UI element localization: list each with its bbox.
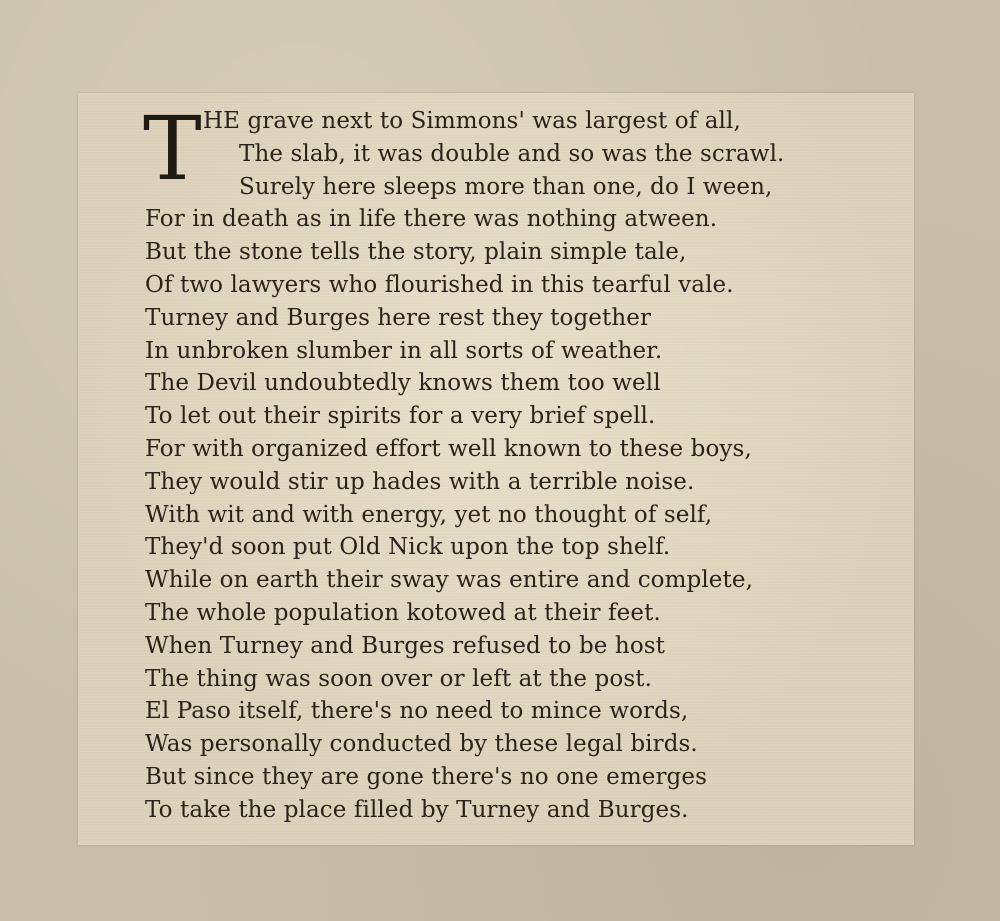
- poem-line-2: The slab, it was double and so was the scrawl.: [239, 140, 785, 167]
- poem-line-11: For with organized effort well known to these boys,: [145, 435, 752, 462]
- drop-cap-letter: T: [143, 97, 202, 200]
- poem-line-16: The whole population kotowed at their feet.: [145, 599, 661, 626]
- poem-line-21: But since they are gone there's no one emerges: [145, 763, 707, 790]
- poem-line-14: They'd soon put Old Nick upon the top shelf.: [145, 534, 671, 561]
- poem-text: [143, 97, 905, 827]
- poem-line-7: Turney and Burges here rest they together: [145, 304, 652, 331]
- poem-line-8: In unbroken slumber in all sorts of weather.: [145, 337, 663, 364]
- poem-line-22: To take the place filled by Turney and Burges.: [145, 796, 689, 823]
- poem-line-15: While on earth their sway was entire and complete,: [145, 567, 753, 594]
- poem-line-1: [145, 105, 905, 138]
- first-line-rest: grave next to Simmons' was largest of all,: [240, 108, 741, 134]
- poem-line-9: The Devil undoubtedly knows them too well: [145, 370, 661, 397]
- poem-line-13: With wit and with energy, yet no thought of self,: [145, 501, 713, 528]
- poem-line-10: To let out their spirits for a very brief spell.: [145, 403, 656, 430]
- poem-line-12: They would stir up hades with a terrible noise.: [145, 468, 695, 495]
- poem-line-4: For in death as in life there was nothing atween.: [145, 206, 718, 233]
- poem-line-20: Was personally conducted by these legal birds.: [145, 731, 698, 758]
- poem-line-3: Surely here sleeps more than one, do I ween,: [239, 173, 773, 200]
- first-line-caps: HE: [203, 108, 241, 134]
- newspaper-clipping: [78, 93, 914, 845]
- poem-line-5: But the stone tells the story, plain simple tale,: [145, 239, 687, 266]
- poem-line-18: The thing was soon over or left at the post.: [145, 665, 652, 692]
- poem-line-19: El Paso itself, there's no need to mince words,: [145, 698, 689, 725]
- poem-line-17: When Turney and Burges refused to be host: [145, 632, 666, 659]
- poem-line-6: Of two lawyers who flourished in this tearful vale.: [145, 271, 734, 298]
